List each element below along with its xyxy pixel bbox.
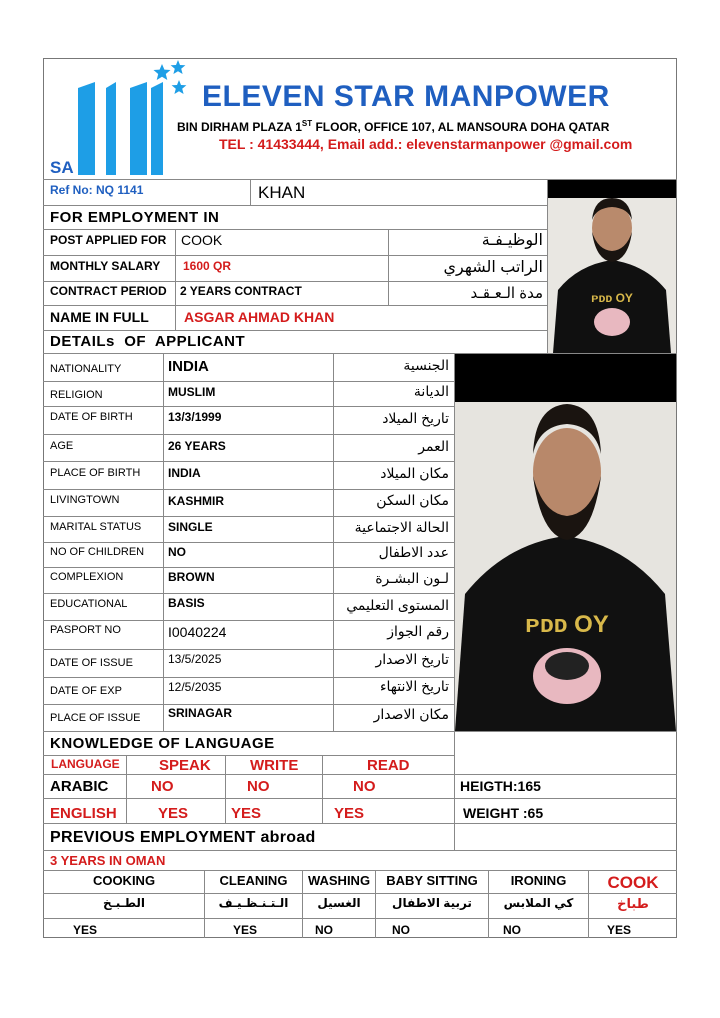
detail-arabic: تاريخ الاصدار [375,651,449,667]
detail-arabic: لـون البشـرة [375,570,449,586]
detail-value: INDIA [168,358,209,375]
skill-arabic: كي الملابس [503,896,574,910]
skill-value: NO [392,923,410,937]
english-write: YES [231,805,262,822]
skill-value: YES [233,923,258,937]
skill-arabic: الـتـنـظـيـف [218,896,289,910]
detail-label: NATIONALITY [50,363,122,375]
skill-name: COOKING [92,873,156,888]
logo-code: SA [50,158,74,177]
employment-heading: FOR EMPLOYMENT IN [50,209,220,226]
detail-value: KASHMIR [168,494,224,508]
detail-value: SRINAGAR [168,706,233,720]
skill-name: WASHING [307,873,371,888]
arabic-speak: NO [151,778,174,795]
detail-label: COMPLEXION [50,571,124,583]
detail-value: 12/5/2035 [168,680,222,694]
speak-col-header: SPEAK [159,757,211,774]
applicant-photo-small [548,180,676,353]
english-read: YES [334,805,365,822]
detail-label: MARITAL STATUS [50,521,142,533]
post-label: POST APPLIED FOR [50,233,167,247]
detail-arabic: الجنسية [403,357,449,373]
name-label: NAME IN FULL [50,309,149,325]
language-col-header: LANGUAGE [51,757,120,771]
detail-label: DATE OF EXP [50,685,122,697]
detail-value: I0040224 [168,624,227,640]
contract-arabic: مدة الـعـقـد [470,285,543,302]
detail-value: MUSLIM [168,385,216,399]
detail-value: 13/3/1999 [168,410,222,424]
salary-arabic: الراتب الشهري [443,259,543,276]
company-name: ELEVEN STAR MANPOWER [202,80,610,113]
applicant-photo-large [455,354,676,731]
detail-label: LIVINGTOWN [50,494,120,506]
skill-name: COOK [607,873,659,892]
detail-label: NO OF CHILDREN [50,546,145,558]
detail-label: EDUCATIONAL [50,598,128,610]
previous-experience: 3 YEARS IN OMAN [50,853,166,868]
svg-text:ᴘᴅᴅ OY: ᴘᴅᴅ OY [591,291,633,305]
detail-label: PASPORT NO [50,624,121,636]
weight-value: WEIGHT :65 [463,805,544,821]
detail-label: RELIGION [50,389,103,401]
detail-label: DATE OF BIRTH [50,411,133,423]
detail-arabic: الحالة الاجتماعية [354,519,449,535]
language-heading: KNOWLEDGE OF LANGUAGE [50,735,275,752]
skill-name: CLEANING [219,873,288,888]
skill-value: NO [315,923,333,937]
svg-text:ᴘᴅᴅ OY: ᴘᴅᴅ OY [525,611,609,638]
detail-arabic: مكان الميلاد [380,465,449,481]
detail-label: PLACE OF BIRTH [50,467,141,479]
arabic-write: NO [247,778,270,795]
detail-value: 26 YEARS [168,439,226,453]
applicant-surname: KHAN [258,183,306,202]
detail-value: BASIS [168,596,205,610]
detail-arabic: الديانة [413,383,449,399]
skill-name: BABY SITTING [386,873,478,888]
previous-heading: PREVIOUS EMPLOYMENT abroad [50,829,316,846]
skill-arabic: الطـبـخ [102,896,146,910]
salary-label: MONTHLY SALARY [50,259,161,273]
ref-number: Ref No: NQ 1141 [50,183,144,197]
detail-value: SINGLE [168,520,213,534]
height-value: HEIGTH:165 [460,778,541,794]
contract-value: 2 YEARS CONTRACT [180,284,302,298]
skill-arabic: تربية الاطفال [392,896,472,910]
skill-arabic: الغسيل [317,896,361,910]
company-contact: TEL : 41433444, Email add.: elevenstarmanpower @gmail.com [219,136,633,152]
skill-value: NO [503,923,521,937]
detail-value: BROWN [168,570,215,584]
detail-value: 13/5/2025 [168,652,222,666]
language-english: ENGLISH [50,805,117,822]
skill-name: IRONING [510,873,567,888]
post-arabic: الوظيـفـة [481,232,543,249]
detail-label: PLACE OF ISSUE [50,712,141,724]
detail-label: DATE OF ISSUE [50,657,133,669]
detail-value: NO [168,545,186,559]
detail-arabic: تاريخ الميلاد [382,410,449,426]
salary-value: 1600 QR [183,259,232,273]
detail-arabic: رقم الجواز [387,623,449,639]
skill-arabic: طباخ [617,896,649,911]
company-address: BIN DIRHAM PLAZA 1ST FLOOR, OFFICE 107, AL MANSOURA DOHA QATAR [177,119,610,134]
arabic-read: NO [353,778,376,795]
skill-value: YES [607,923,632,937]
post-value: COOK [181,232,223,248]
language-arabic: ARABIC [50,778,109,795]
read-col-header: READ [367,757,410,774]
write-col-header: WRITE [250,757,299,774]
details-heading: DETAILs OF APPLICANT [50,333,246,350]
detail-arabic: العمر [418,438,449,454]
detail-arabic: المستوى التعليمي [346,597,449,613]
detail-arabic: تاريخ الانتهاء [379,678,449,694]
name-value: ASGAR AHMAD KHAN [184,309,335,325]
skill-value: YES [73,923,98,937]
english-speak: YES [158,805,189,822]
contract-label: CONTRACT PERIOD [50,284,167,298]
detail-arabic: مكان الاصدار [373,706,449,722]
detail-arabic: مكان السكن [376,492,449,508]
detail-label: AGE [50,440,74,452]
detail-value: INDIA [168,466,201,480]
detail-arabic: عدد الاطفال [378,544,449,560]
